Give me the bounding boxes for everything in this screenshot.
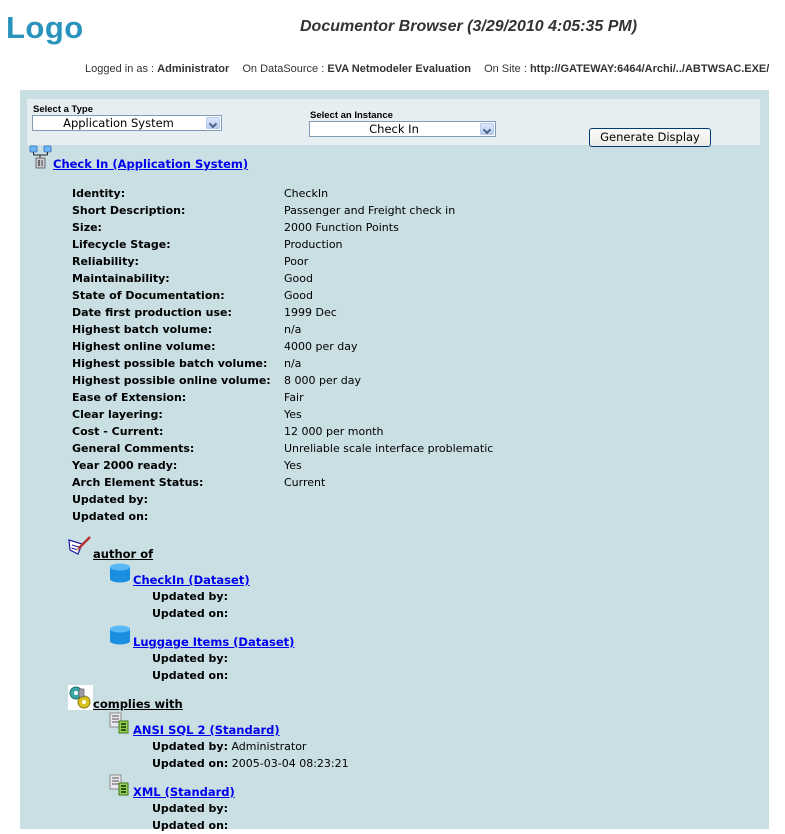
updated-by: Updated by: Administrator [152,740,307,753]
type-select-value: Application System [63,116,174,130]
chevron-down-icon[interactable] [480,123,494,135]
datasource-label: On DataSource : [242,63,328,75]
dataset-cylinder-icon [109,563,131,583]
site-value: http://GATEWAY:6464/Archi/../ABTWSAC.EXE/ [529,63,770,75]
property-row: Highest online volume: 4000 per day [72,340,358,353]
generate-display-button[interactable]: Generate Display [589,128,711,147]
child-link-xml-standard[interactable]: XML (Standard) [133,785,235,799]
dataset-cylinder-icon [109,625,131,645]
type-select[interactable] [32,115,222,131]
updated-on: Updated on: [152,607,229,620]
property-row: Updated on: [72,510,149,523]
site-label: On Site : [484,63,530,75]
property-row: General Comments: Unreliable scale interface problematic [72,442,494,455]
property-row: Date first production use: 1999 Dec [72,306,337,319]
standard-document-icon [109,774,131,796]
session-info-bar [85,63,769,75]
property-row: Highest batch volume: n/a [72,323,302,336]
property-row: Reliability: Poor [72,255,309,268]
updated-on: Updated on: [152,669,229,682]
child-link-ansi-sql-2-standard[interactable]: ANSI SQL 2 (Standard) [133,723,280,737]
property-row: Lifecycle Stage: Production [72,238,343,251]
property-row: Identity: CheckIn [72,187,329,200]
property-row: Highest possible online volume: 8 000 per day [72,374,361,387]
property-row: Year 2000 ready: Yes [72,459,302,472]
relation-author-of: author of [93,547,154,561]
element-link[interactable]: Check In (Application System) [53,157,249,171]
updated-on: Updated on: 2005-03-04 08:23:21 [152,757,349,770]
logo: Logo [6,10,84,45]
property-row: Clear layering: Yes [72,408,302,421]
property-row: Updated by: [72,493,148,506]
standard-document-icon [109,712,131,734]
application-system-icon [29,145,53,169]
logged-in-user: Administrator [157,63,230,75]
chevron-down-icon[interactable] [206,117,220,129]
property-row: Maintainability: Good [72,272,313,285]
datasource-value: EVA Netmodeler Evaluation [327,63,472,75]
updated-on: Updated on: [152,819,229,832]
instance-select-value: Check In [369,122,419,136]
content-panel [20,90,769,832]
property-row: State of Documentation: Good [72,289,313,302]
property-row: Short Description: Passenger and Freight check in [72,204,456,217]
child-link-checkin-dataset[interactable]: CheckIn (Dataset) [133,573,250,587]
property-row: Ease of Extension: Fair [72,391,304,404]
child-link-luggage-items-dataset[interactable]: Luggage Items (Dataset) [133,635,295,649]
property-list [72,185,493,525]
logged-in-label: Logged in as : [85,63,158,75]
relation-complies-with: complies with [93,697,183,711]
instance-select[interactable] [309,121,496,137]
property-row: Size: 2000 Function Points [72,221,399,234]
property-row: Highest possible batch volume: n/a [72,357,302,370]
gears-icon [68,685,93,710]
selection-bar [27,99,760,145]
author-pen-icon [68,536,92,556]
updated-by: Updated by: [152,590,228,603]
type-label: Select a Type [33,104,94,115]
page-title: Documentor Browser (3/29/2010 4:05:35 PM) [300,18,638,35]
property-row: Cost - Current: 12 000 per month [72,425,384,438]
updated-by: Updated by: [152,802,228,815]
property-row: Arch Element Status: Current [72,476,326,489]
updated-by: Updated by: [152,652,228,665]
instance-label: Select an Instance [310,110,393,121]
